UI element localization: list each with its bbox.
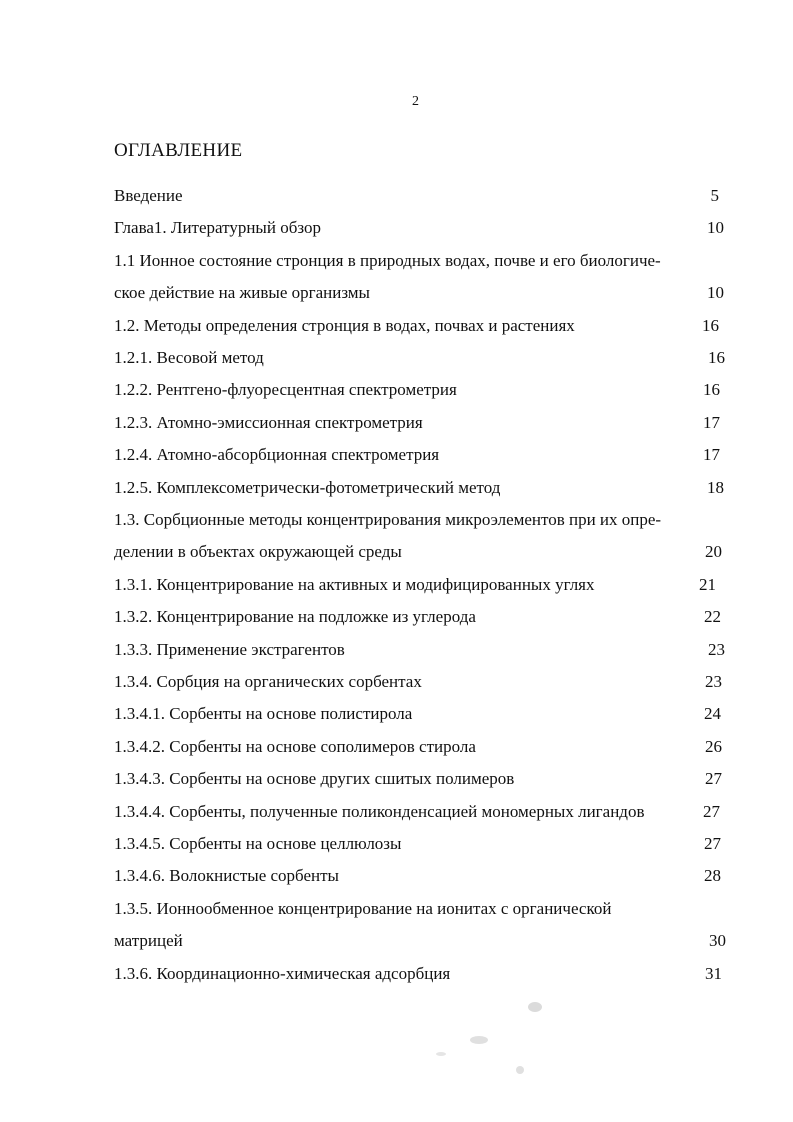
toc-entry-page: 26 — [705, 736, 722, 756]
toc-entry-line: 1.3.3. Применение экстрагентов — [114, 639, 345, 659]
toc-entry-page: 27 — [704, 834, 721, 853]
toc-entry-page: 30 — [709, 931, 726, 951]
toc-entry-page: 16 — [702, 315, 719, 335]
toc-entry-line: 1.3.4.3. Сорбенты на основе других сшитых полимеров — [114, 769, 515, 789]
toc-entry-page: 20 — [705, 542, 722, 562]
toc-entry-page: 27 — [705, 769, 722, 789]
toc-entry-line: матрицей — [114, 931, 183, 951]
toc-entry-line: 1.3.5. Ионнообменное концентрирование на ионитах с органической — [114, 898, 612, 918]
toc-entry-page: 22 — [704, 607, 721, 627]
toc-entry-page: 28 — [704, 866, 721, 886]
toc-entry-line: 1.3.4.1. Сорбенты на основе полистирола — [114, 704, 413, 724]
toc-entry-line: 1.2.1. Весовой метод — [114, 348, 264, 367]
toc-heading: ОГЛАВЛЕНИЕ — [114, 140, 243, 161]
toc-entry-line: Введение — [114, 186, 183, 205]
toc-entry-page: 17 — [703, 412, 720, 432]
toc-entry-page: 23 — [705, 672, 722, 691]
toc-entry-line: 1.2.3. Атомно-эмиссионная спектрометрия — [114, 412, 423, 432]
scan-artifact — [516, 1066, 524, 1074]
scan-artifact — [436, 1052, 446, 1056]
toc-entry-line: 1.3.6. Координационно-химическая адсорбция — [114, 963, 451, 983]
scan-artifact — [528, 1002, 542, 1012]
toc-entry-line: 1.2.5. Комплексометрически-фотометрический метод — [114, 477, 501, 497]
toc-entry-page: 23 — [708, 639, 725, 659]
scan-artifact — [470, 1036, 488, 1044]
toc-entry-page: 5 — [710, 186, 719, 205]
toc-entry-line: 1.1 Ионное состояние стронция в природных водах, почве и его биологиче- — [114, 250, 661, 270]
toc-entry-line: 1.2.4. Атомно-абсорбционная спектрометрия — [114, 445, 440, 465]
toc-entry-page: 24 — [704, 704, 721, 724]
page-number: 2 — [412, 94, 419, 109]
toc-entry-line: 1.3.4. Сорбция на органических сорбентах — [114, 672, 422, 691]
toc-entry-page: 10 — [707, 283, 724, 303]
toc-entry-page: 16 — [708, 348, 725, 367]
toc-entry-line: 1.2. Методы определения стронция в водах, почвах и растениях — [114, 315, 575, 335]
toc-entry-page: 31 — [705, 963, 722, 983]
toc-entry-page: 27 — [703, 801, 720, 821]
toc-entry-page: 18 — [707, 477, 724, 497]
toc-entry-line: 1.3.4.2. Сорбенты на основе сополимеров стирола — [114, 736, 476, 756]
toc-entry-line: 1.3.2. Концентрирование на подложке из углерода — [114, 607, 476, 627]
toc-entry-page: 21 — [699, 574, 716, 594]
toc-entry-page: 17 — [703, 445, 720, 465]
toc-entry-line: Глава1. Литературный обзор — [114, 218, 321, 238]
toc-entry-line: 1.3.4.5. Сорбенты на основе целлюлозы — [114, 834, 402, 853]
toc-entry-line: 1.3.1. Концентрирование на активных и модифицированных углях — [114, 574, 595, 594]
toc-entry-line: 1.3.4.6. Волокнистые сорбенты — [114, 866, 339, 886]
toc-entry-page: 16 — [703, 380, 720, 400]
toc-entry-line: ское действие на живые организмы — [114, 283, 370, 303]
toc-entry-line: 1.3.4.4. Сорбенты, полученные поликонденсацией мономерных лигандов — [114, 801, 645, 821]
toc-entry-page: 10 — [707, 218, 724, 238]
toc-entry-line: 1.3. Сорбционные методы концентрирования микроэлементов при их опре- — [114, 510, 662, 529]
toc-entry-line: делении в объектах окружающей среды — [114, 542, 402, 562]
toc-entry-line: 1.2.2. Рентгено-флуоресцентная спектрометрия — [114, 380, 457, 400]
